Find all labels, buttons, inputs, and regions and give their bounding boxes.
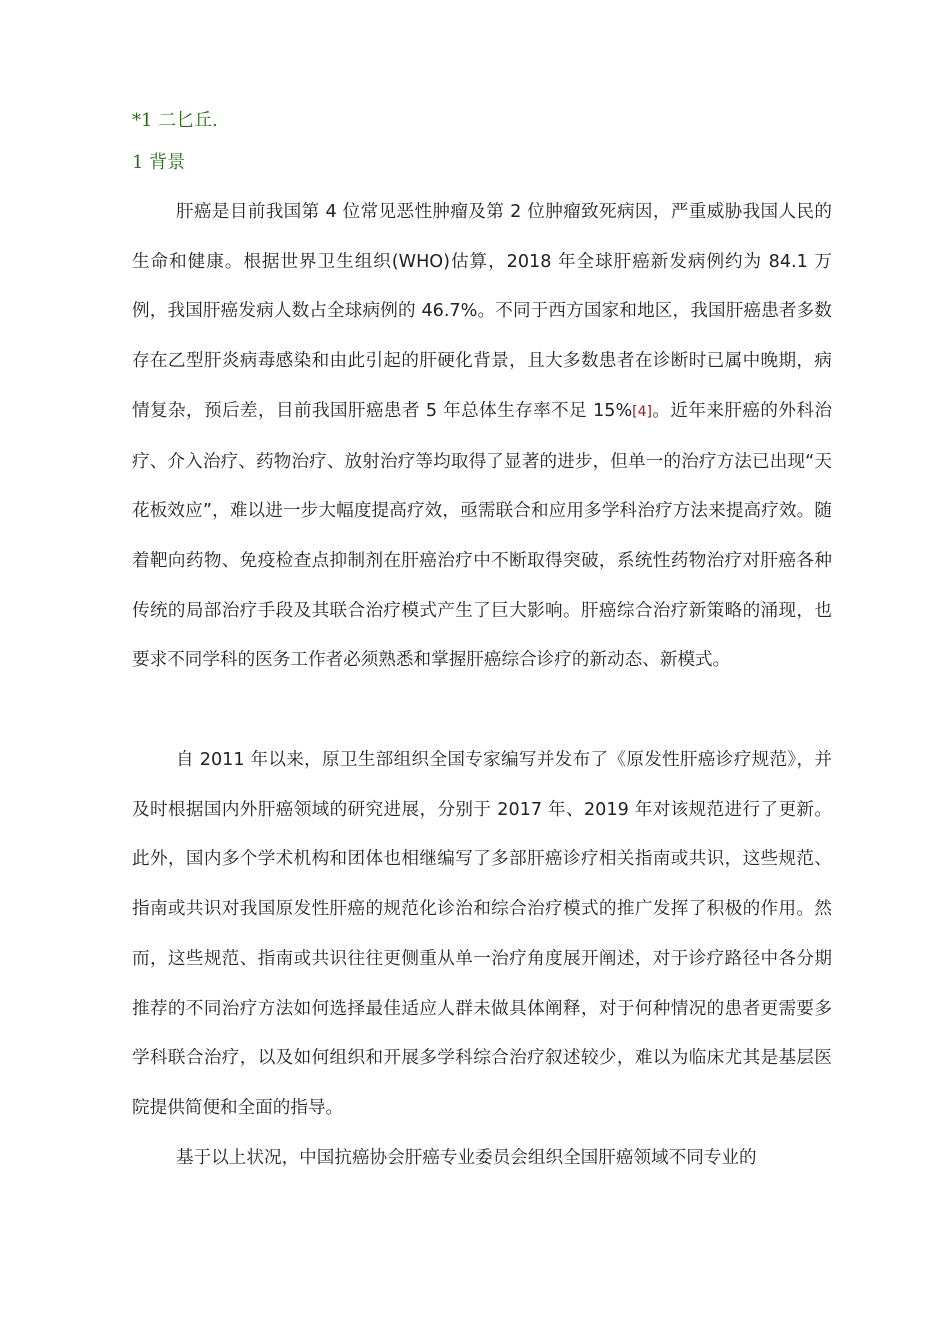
paragraph-guidelines: 自 2011 年以来，原卫生部组织全国专家编写并发布了《原发性肝癌诊疗规范》，并及时根据国内外肝癌领域的研究进展，分别于 2017 年、2019 年对该规范进行了更新。此外，国内多个学术机构和团体也相继编写了多部肝癌诊疗相关指南或共识，这些规范、指南或共识对我国原发性肝癌的规范化诊治和综合治疗模式的推广发挥了积极的作用。然而，这些规范、指南或共识往往更侧重从单一治疗角度展开阐述，对于诊疗路径中各分期推荐的不同治疗方法如何选择最佳适应人群未做具体阐释，对于何种情况的患者更需要多学科联合治疗，以及如何组织和开展多学科综合治疗叙述较少，难以为临床尤其是基层医院提供简便和全面的指导。: [132, 750, 832, 1118]
paragraph-text: 。近年来肝癌的外科治疗、介入治疗、药物治疗、放射治疗等均取得了显著的进步，但单一的治疗方法已出现“天花板效应”，难以进一步大幅度提高疗效，亟需联合和应用多学科治疗方法来提高疗效。随着靶向药物、免疫检查点抑制剂在肝癌治疗中不断取得突破，系统性药物治疗对肝癌各种传统的局部治疗手段及其联合治疗模式产生了巨大影响。肝癌综合治疗新策略的涌现，也要求不同学科的医务工作者必须熟悉和掌握肝癌综合诊疗的新动态、新模式。: [132, 400, 832, 671]
heading-marker: *1 二匕丘.: [132, 110, 218, 131]
paragraph-background: [132, 188, 832, 686]
paragraph-text: 肝癌是目前我国第 4 位常见恶性肿瘤及第 2 位肿瘤致死病因，严重威胁我国人民的生命和健康。根据世界卫生组织(WHO)估算，2018 年全球肝癌新发病例约为 84.1 万例，我国肝癌发病人数占全球病例的 46.7%。不同于西方国家和地区，我国肝癌患者多数存在乙型肝炎病毒感染和由此引起的肝硬化背景，且大多数患者在诊断时已属中晚期，病情复杂，预后差，目前我国肝癌患者 5 年总体生存率不足 15%: [132, 202, 832, 421]
section-title: 1 背景: [132, 152, 186, 173]
citation-link[interactable]: [4]: [632, 403, 653, 420]
paragraph-consensus: 基于以上状况，中国抗癌协会肝癌专业委员会组织全国肝癌领域不同专业的: [176, 1148, 757, 1168]
